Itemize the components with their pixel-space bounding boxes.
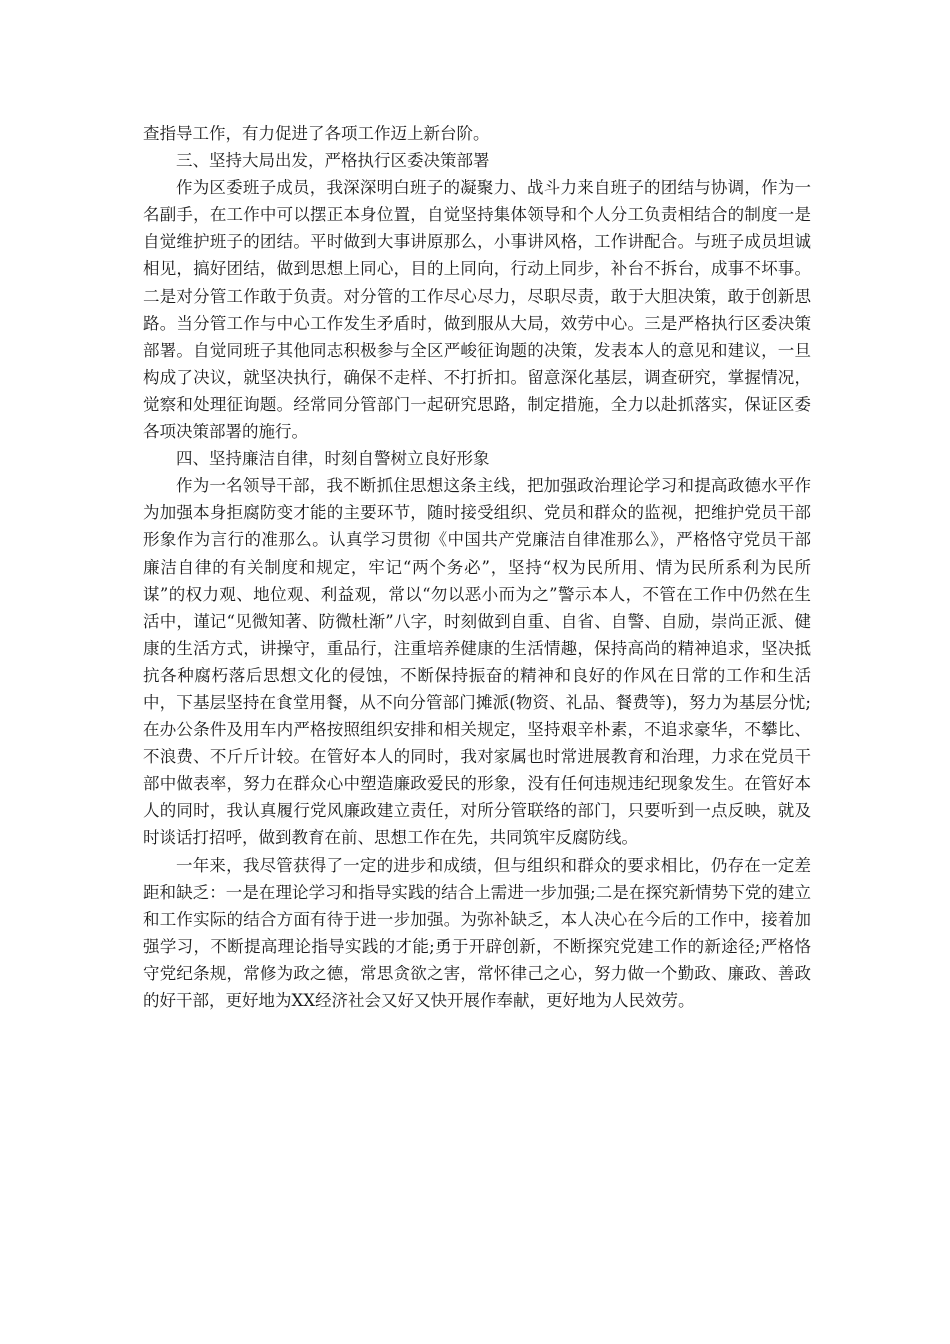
section-heading-4: 四、坚持廉洁自律，时刻自警树立良好形象 <box>176 449 490 469</box>
document-body <box>143 120 811 1014</box>
paragraph-section-3: 作为区委班子成员，我深深明白班子的凝聚力、战斗力来自班子的团结与协调，作为一名副手，在工作中可以摆正本身位置，自觉坚持集体领导和个人分工负责相结合的制度一是自觉维护班子的团结。平时做到大事讲原那么，小事讲风格，工作讲配合。与班子成员坦诚相见，搞好团结，做到思想上同心，目的上同向，行动上同步，补台不拆台，成事不坏事。二是对分管工作敢于负责。对分管的工作尽心尽力，尽职尽责，敢于大胆决策，敢于创新思路。当分管工作与中心工作发生矛盾时，做到服从大局，效劳中心。三是严格执行区委决策部署。自觉同班子其他同志积极参与全区严峻征询题的决策，发表本人的意见和建议，一旦构成了决议，就坚决执行，确保不走样、不打折扣。留意深化基层，调查研究，掌握情况，觉察和处理征询题。经常同分管部门一起研究思路，制定措施，全力以赴抓落实，保证区委各项决策部署的施行。 <box>143 178 811 442</box>
section-heading-3: 三、坚持大局出发，严格执行区委决策部署 <box>176 151 490 171</box>
paragraph-section-4: 作为一名领导干部，我不断抓住思想这条主线，把加强政治理论学习和提高政德水平作为加强本身拒腐防变才能的主要环节，随时接受组织、党员和群众的监视，把维护党员干部形象作为言行的准那么。认真学习贯彻《中国共产党廉洁自律准那么》，严格恪守党员干部廉洁自律的有关制度和规定，牢记“两个务必”，坚持“权为民所用、情为民所系利为民所谋”的权力观、地位观、利益观，常以“勿以恶小而为之”警示本人，不管在工作中仍然在生活中，谨记“见微知著、防微杜渐”八字，时刻做到自重、自省、自警、自励，崇尚正派、健康的生活方式，讲操守，重品行，注重培养健康的生活情趣，保持高尚的精神追求，坚决抵抗各种腐朽落后思想文化的侵蚀，不断保持振奋的精神和良好的作风在日常的工作和生活中，下基层坚持在食堂用餐，从不向分管部门摊派(物资、礼品、餐费等)，努力为基层分忧;在办公条件及用车内严格按照组织安排和相关规定，坚持艰辛朴素，不追求豪华，不攀比、不浪费、不斤斤计较。在管好本人的同时，我对家属也时常进展教育和治理，力求在党员干部中做表率，努力在群众心中塑造廉政爱民的形象，没有任何违规违纪现象发生。在管好本人的同时，我认真履行党风廉政建立责任，对所分管联络的部门，只要听到一点反映，就及时谈话打招呼，做到教育在前、思想工作在先，共同筑牢反腐防线。 <box>143 476 811 848</box>
paragraph-summary: 一年来，我尽管获得了一定的进步和成绩，但与组织和群众的要求相比，仍存在一定差距和缺乏：一是在理论学习和指导实践的结合上需进一步加强;二是在探究新情势下党的建立和工作实际的结合方面有待于进一步加强。为弥补缺乏，本人决心在今后的工作中，接着加强学习，不断提高理论指导实践的才能;勇于开辟创新，不断探究党建工作的新途径;严格恪守党纪条规，常修为政之德，常思贪欲之害，常怀律己之心，努力做一个勤政、廉政、善政的好干部，更好地为XX经济社会又好又快开展作奉献，更好地为人民效劳。 <box>143 855 811 1010</box>
paragraph-continuation: 查指导工作，有力促进了各项工作迈上新台阶。 <box>143 124 490 143</box>
